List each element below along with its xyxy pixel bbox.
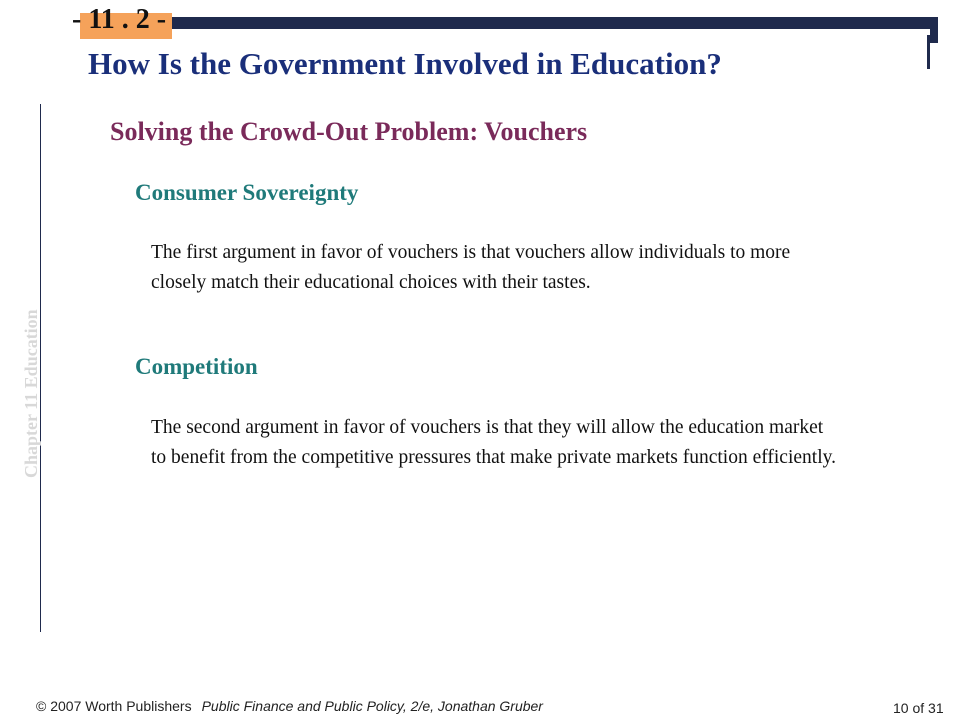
page-number: 10 of 31: [893, 700, 944, 716]
header-bracket: [927, 35, 930, 69]
footer-copyright: © 2007 Worth Publishers: [36, 698, 192, 714]
header-bar: [170, 17, 938, 29]
chapter-label: Chapter 11 Education: [21, 309, 41, 478]
footer-book-title: Public Finance and Public Policy, 2/e, Jonathan Gruber: [201, 698, 543, 714]
header-bar-corner: [930, 29, 938, 43]
section-number: - 11 . 2 -: [72, 4, 167, 35]
point-heading-competition: Competition: [135, 354, 258, 379]
slide-subtitle: Solving the Crowd-Out Problem: Vouchers: [110, 117, 588, 146]
slide-title: How Is the Government Involved in Education?: [88, 46, 722, 81]
point-text-competition: The second argument in favor of vouchers is that they will allow the education market to benefit from the competitive pressures that make private markets function efficiently.: [151, 417, 836, 468]
point-heading-consumer-sovereignty: Consumer Sovereignty: [135, 180, 359, 205]
point-text-consumer-sovereignty: The first argument in favor of vouchers is that vouchers allow individuals to more closely match their educational choices with their tastes.: [151, 242, 791, 293]
footer-credits: [36, 698, 543, 714]
